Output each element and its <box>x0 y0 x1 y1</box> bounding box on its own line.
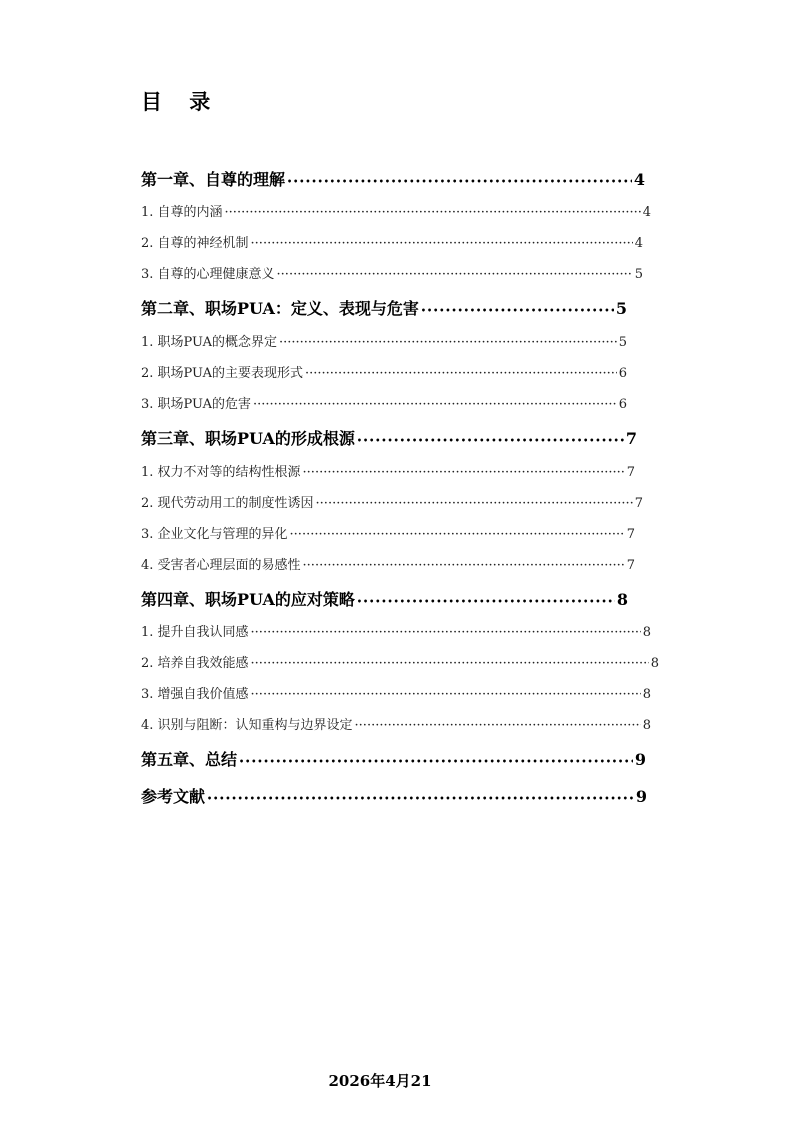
dot-leader <box>225 203 641 223</box>
toc-section-1-3[interactable] <box>141 265 643 285</box>
toc-entry-page: 8 <box>650 656 659 671</box>
toc-entry-label: 3. 企业文化与管理的异化 <box>141 527 288 542</box>
toc-entry-page: 8 <box>642 718 651 733</box>
toc-section-3-4[interactable] <box>141 556 635 576</box>
toc-section-4-3[interactable] <box>141 685 651 705</box>
toc-entry-page: 7 <box>626 527 635 542</box>
toc-section-4-4[interactable] <box>141 716 651 736</box>
toc-section-4-2[interactable] <box>141 654 659 674</box>
toc-entry-label: 第一章、自尊的理解 <box>141 170 286 189</box>
toc-entry-page: 4 <box>642 205 651 220</box>
dot-leader <box>251 685 641 705</box>
document-date: 2026年4月21 <box>328 1072 432 1090</box>
dot-leader <box>355 716 641 736</box>
toc-entry-page: 7 <box>626 558 635 573</box>
dot-leader <box>251 623 641 643</box>
toc-chapter-3[interactable] <box>141 427 637 451</box>
toc-entry-label: 2. 现代劳动用工的制度性诱因 <box>141 496 314 511</box>
toc-entry-label: 2. 自尊的神经机制 <box>141 236 249 251</box>
dot-leader <box>357 427 624 451</box>
toc-entry-label: 第三章、职场PUA的形成根源 <box>141 429 355 448</box>
toc-entry-page: 7 <box>626 465 635 480</box>
toc-chapter-2[interactable] <box>141 297 627 321</box>
toc-entry-label: 1. 职场PUA的概念界定 <box>141 335 277 350</box>
toc-entry-page: 4 <box>633 170 645 189</box>
toc-chapter-1[interactable] <box>141 168 645 192</box>
toc-references[interactable] <box>141 785 647 809</box>
dot-leader <box>251 234 633 254</box>
toc-chapter-5[interactable] <box>141 748 646 772</box>
toc-title: 目 录 <box>141 89 221 114</box>
toc-section-3-1[interactable] <box>141 463 635 483</box>
toc-entry-label: 第二章、职场PUA：定义、表现与危害 <box>141 299 419 318</box>
dot-leader <box>251 654 649 674</box>
toc-section-1-2[interactable] <box>141 234 643 254</box>
toc-entry-page: 7 <box>634 496 643 511</box>
toc-section-3-3[interactable] <box>141 525 635 545</box>
toc-entry-page: 4 <box>634 236 643 251</box>
toc-entry-label: 2. 培养自我效能感 <box>141 656 249 671</box>
dot-leader <box>316 494 633 514</box>
toc-section-3-2[interactable] <box>141 494 643 514</box>
dot-leader <box>253 395 617 415</box>
dot-leader <box>279 333 617 353</box>
dot-leader <box>303 463 625 483</box>
toc-section-2-3[interactable] <box>141 395 627 415</box>
toc-entry-page: 5 <box>634 267 643 282</box>
toc-entry-page: 9 <box>634 750 646 769</box>
dot-leader <box>305 364 617 384</box>
toc-entry-label: 参考文献 <box>141 787 206 806</box>
toc-entry-label: 第四章、职场PUA的应对策略 <box>141 590 355 609</box>
toc-entry-page: 8 <box>642 625 651 640</box>
dot-leader <box>357 588 615 612</box>
dot-leader <box>277 265 633 285</box>
dot-leader <box>239 748 633 772</box>
toc-entry-label: 1. 权力不对等的结构性根源 <box>141 465 301 480</box>
toc-entry-label: 第五章、总结 <box>141 750 238 769</box>
toc-entry-page: 5 <box>618 335 627 350</box>
toc-entry-label: 3. 增强自我价值感 <box>141 687 249 702</box>
toc-entry-label: 4. 受害者心理层面的易感性 <box>141 558 301 573</box>
toc-entry-label: 3. 职场PUA的危害 <box>141 397 251 412</box>
toc-entry-page: 9 <box>635 787 647 806</box>
toc-entry-page: 6 <box>618 366 627 381</box>
dot-leader <box>303 556 625 576</box>
dot-leader <box>287 168 632 192</box>
dot-leader <box>421 297 614 321</box>
toc-entry-label: 2. 职场PUA的主要表现形式 <box>141 366 303 381</box>
dot-leader <box>207 785 634 809</box>
toc-entry-page: 6 <box>618 397 627 412</box>
toc-entry-label: 4. 识别与阻断：认知重构与边界设定 <box>141 718 353 733</box>
toc-entry-label: 3. 自尊的心理健康意义 <box>141 267 275 282</box>
toc-section-4-1[interactable] <box>141 623 651 643</box>
toc-entry-label: 1. 提升自我认同感 <box>141 625 249 640</box>
dot-leader <box>290 525 625 545</box>
toc-section-2-1[interactable] <box>141 333 627 353</box>
toc-entry-label: 1. 自尊的内涵 <box>141 205 223 220</box>
toc-chapter-4[interactable] <box>141 588 628 612</box>
toc-entry-page: 7 <box>625 429 637 448</box>
toc-entry-page: 8 <box>616 590 628 609</box>
toc-section-1-1[interactable] <box>141 203 651 223</box>
toc-section-2-2[interactable] <box>141 364 627 384</box>
toc-entry-page: 5 <box>615 299 627 318</box>
toc-entry-page: 8 <box>642 687 651 702</box>
